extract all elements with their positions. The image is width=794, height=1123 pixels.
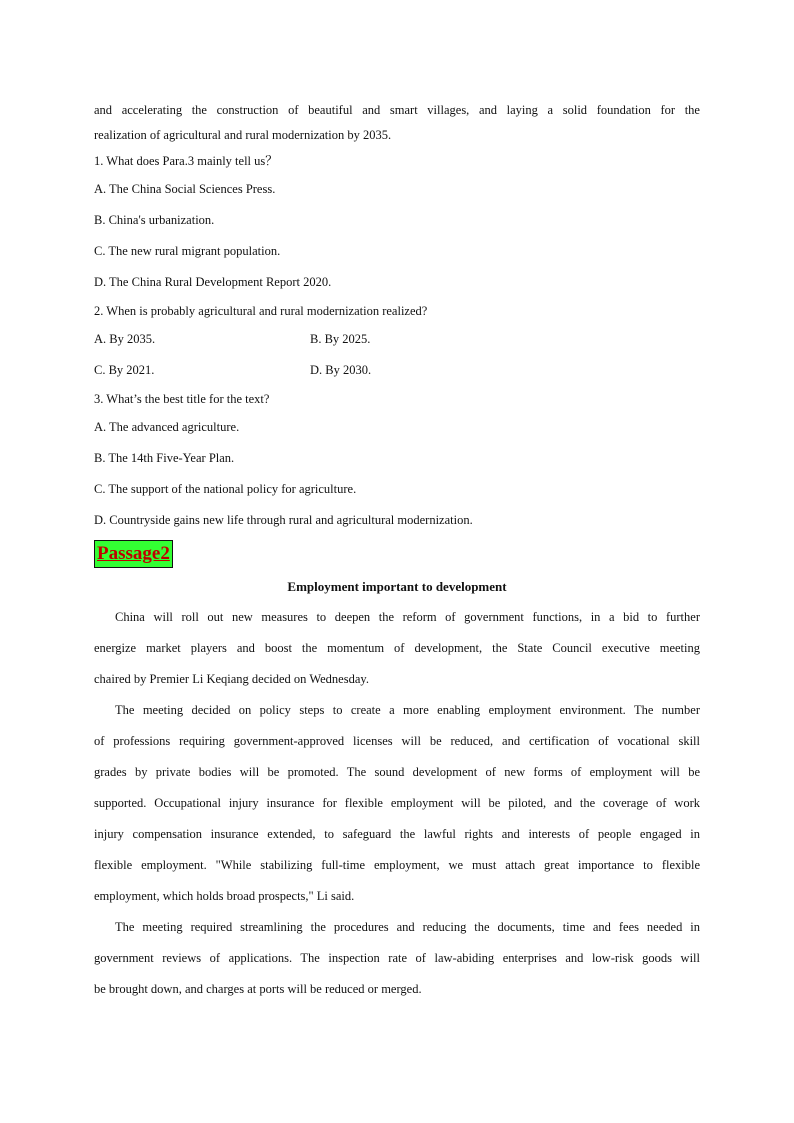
intro-line-1: and accelerating the construction of beautiful and smart villages, and laying a solid foundation for the xyxy=(94,103,700,117)
paragraph-line: be brought down, and charges at ports will be reduced or merged. xyxy=(94,982,422,996)
question-1-option-c: C. The new rural migrant population. xyxy=(94,244,281,258)
question-2-stem: 2. When is probably agricultural and rural modernization realized? xyxy=(94,304,428,318)
passage-badge-wrap xyxy=(94,540,700,572)
question-2-option-a: A. By 2035. xyxy=(94,332,156,346)
paragraph-line: government reviews of applications. The inspection rate of law-abiding enterprises and low-risk goods will xyxy=(94,951,700,965)
paragraph-line: injury compensation insurance extended, to safeguard the lawful rights and interests of people engaged in xyxy=(94,827,700,841)
question-3-option-b: B. The 14th Five-Year Plan. xyxy=(94,451,235,465)
question-2-option-c: C. By 2021. xyxy=(94,363,155,377)
paragraph-line: flexible employment. "While stabilizing full-time employment, we must attach great importance to flexible xyxy=(94,858,700,872)
passage-paragraph-3 xyxy=(94,912,700,1005)
passage-paragraph-2 xyxy=(94,695,700,912)
paragraph-line: China will roll out new measures to deepen the reform of government functions, in a bid to further xyxy=(115,610,700,624)
question-3-option-d: D. Countryside gains new life through rural and agricultural modernization. xyxy=(94,513,473,527)
question-1-stem: 1. What does Para.3 mainly tell us？ xyxy=(94,154,278,168)
paragraph-line: supported. Occupational injury insurance for flexible employment will be piloted, and the coverage of work xyxy=(94,796,700,810)
paragraph-line: chaired by Premier Li Keqiang decided on Wednesday. xyxy=(94,672,369,686)
question-3-option-c: C. The support of the national policy for agriculture. xyxy=(94,482,357,496)
question-1-option-a: A. The China Social Sciences Press. xyxy=(94,182,276,196)
question-3-stem: 3. What’s the best title for the text? xyxy=(94,392,270,406)
passage-paragraph-1 xyxy=(94,602,700,695)
document-page xyxy=(94,98,700,1005)
paragraph-line: employment, which holds broad prospects," Li said. xyxy=(94,889,355,903)
paragraph-line: of professions requiring government-approved licenses will be reduced, and certification of vocational skill xyxy=(94,734,700,748)
question-1-option-b: B. China's urbanization. xyxy=(94,213,215,227)
question-3-option-a: A. The advanced agriculture. xyxy=(94,420,240,434)
paragraph-line: The meeting required streamlining the procedures and reducing the documents, time and fees needed in xyxy=(115,920,700,934)
paragraph-line: grades by private bodies will be promoted. The sound development of new forms of employment will be xyxy=(94,765,700,779)
passage-badge: Passage2 xyxy=(94,540,173,568)
question-2-options-row-2 xyxy=(94,355,700,386)
passage-title: Employment important to development xyxy=(287,579,507,594)
paragraph-line: energize market players and boost the momentum of development, the State Council executive meeting xyxy=(94,641,700,655)
question-2-option-d: D. By 2030. xyxy=(310,363,372,377)
paragraph-line: The meeting decided on policy steps to create a more enabling employment environment. The number xyxy=(115,703,700,717)
question-2-options-row-1 xyxy=(94,324,700,355)
intro-line-2: realization of agricultural and rural modernization by 2035. xyxy=(94,128,392,142)
question-2-option-b: B. By 2025. xyxy=(310,332,371,346)
question-1-option-d: D. The China Rural Development Report 2020. xyxy=(94,275,332,289)
